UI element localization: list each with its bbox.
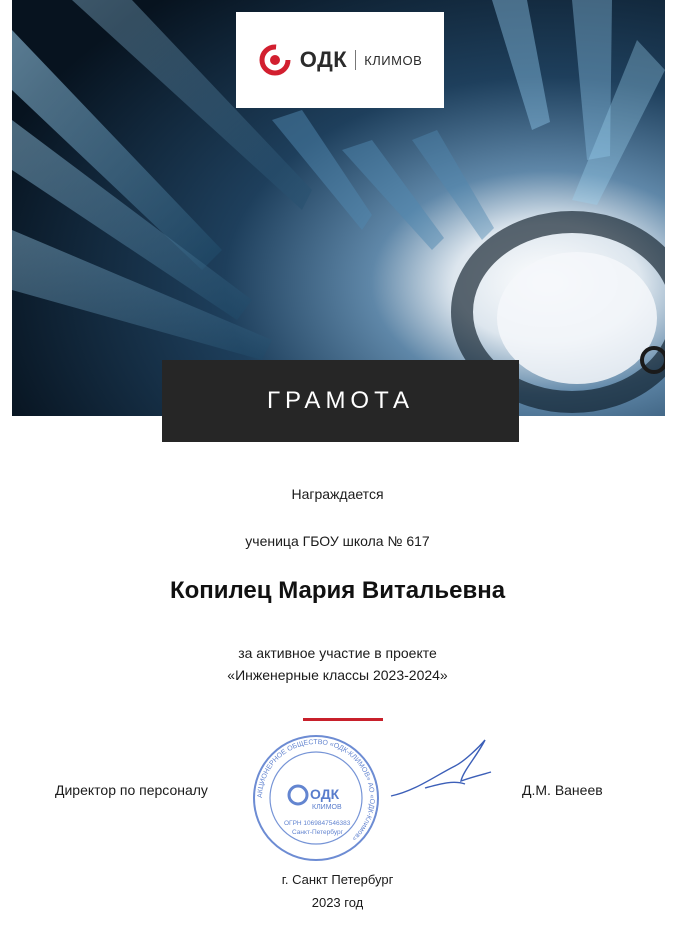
handwritten-signature bbox=[385, 736, 495, 806]
stamp-center: ОДК bbox=[310, 786, 340, 802]
stamp-ring-text: АКЦИОНЕРНОЕ ОБЩЕСТВО «ОДК-КЛИМОВ» АО «ОДК-Климов» bbox=[256, 738, 376, 842]
recipient-name: Копилец Мария Витальевна bbox=[169, 577, 506, 604]
certificate-title: ГРАМОТА bbox=[267, 387, 414, 414]
reason-line-2: «Инженерные классы 2023-2024» bbox=[227, 667, 448, 683]
awarded-label: Награждается bbox=[291, 486, 384, 502]
accent-divider bbox=[303, 718, 383, 721]
odk-logo-icon bbox=[258, 43, 292, 77]
logo bbox=[236, 12, 444, 108]
city-label: г. Санкт Петербург bbox=[281, 872, 394, 887]
logo-divider bbox=[355, 50, 356, 70]
logo-subtitle: КЛИМОВ bbox=[364, 52, 423, 68]
stamp-center-sub: КЛИМОВ bbox=[312, 804, 342, 811]
signer-name: Д.М. Ванеев bbox=[522, 782, 603, 798]
company-stamp bbox=[246, 733, 386, 863]
logo-brand: ОДК bbox=[299, 47, 348, 72]
title-band bbox=[162, 360, 519, 442]
stamp-city: Санкт-Петербург bbox=[292, 829, 343, 836]
stamp-ogrn: ОГРН 1069847546383 bbox=[284, 820, 351, 827]
year-label: 2023 год bbox=[311, 895, 364, 910]
signer-position: Директор по персоналу bbox=[55, 782, 208, 798]
stamp-logo-icon bbox=[289, 786, 307, 804]
reason-line-1: за активное участие в проекте bbox=[238, 645, 437, 661]
student-description: ученица ГБОУ школа № 617 bbox=[245, 533, 430, 549]
